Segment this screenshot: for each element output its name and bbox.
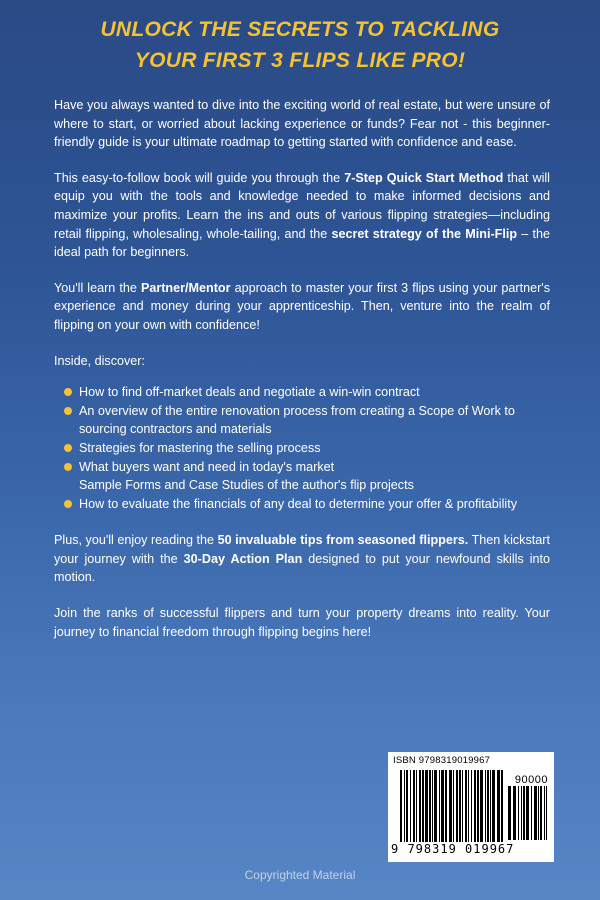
barcode-bar <box>485 770 486 842</box>
partner-text-1: You'll learn the <box>54 280 141 295</box>
barcode-bar <box>449 770 452 842</box>
tips-bold-2: 30-Day Action Plan <box>183 551 303 566</box>
barcode-bar <box>419 770 421 842</box>
barcode-bar <box>441 770 444 842</box>
bullet-dot-icon <box>64 407 72 415</box>
barcode-bar <box>406 770 408 842</box>
method-paragraph <box>54 169 550 262</box>
list-item-text: An overview of the entire renovation process from creating a Scope of Work to sourcing contractors and materials <box>79 403 515 437</box>
barcode-bar <box>459 770 461 842</box>
barcode-bar <box>501 770 503 842</box>
list-item-text: Strategies for mastering the selling process <box>79 440 321 455</box>
barcode-bar <box>400 770 402 842</box>
barcode-bar <box>432 770 433 842</box>
barcode-bar <box>508 786 511 840</box>
barcode-bar <box>413 770 415 842</box>
isbn-barcode <box>388 752 554 862</box>
back-cover-copy <box>54 96 550 658</box>
barcode-bar <box>425 770 428 842</box>
barcode-bar <box>544 786 545 840</box>
barcode-bar <box>429 770 431 842</box>
list-item <box>64 439 550 458</box>
barcode-bar <box>439 770 440 842</box>
barcode-bar <box>513 786 516 840</box>
barcode-bar <box>487 770 489 842</box>
method-text-3: – the ideal path for beginners. <box>54 226 550 260</box>
barcode-bar <box>477 770 479 842</box>
barcode-bar <box>480 770 483 842</box>
barcode-bars <box>400 770 504 842</box>
method-bold-1: 7-Step Quick Start Method <box>344 170 504 185</box>
barcode-bar <box>546 786 547 840</box>
barcode-bar <box>497 770 500 842</box>
intro-paragraph: Have you always wanted to dive into the exciting world of real estate, but were unsure of where to start, or worried about lacking experience or funds? Fear not - this beginner-friendly guide is your ultimate roadmap to getting started with confidence and ease. <box>54 98 550 150</box>
closing-paragraph: Join the ranks of successful flippers and turn your property dreams into reality. Your journey to financial freedom through flipping begins here! <box>54 606 550 639</box>
method-text-1: This easy-to-follow book will guide you through the <box>54 170 345 185</box>
tips-paragraph <box>54 531 550 587</box>
barcode-bar <box>534 786 537 840</box>
list-item <box>64 476 550 495</box>
method-bold-2: secret strategy of the Mini-Flip <box>331 226 518 241</box>
barcode-bar <box>456 770 458 842</box>
headline-line-2: YOUR FIRST 3 FLIPS LIKE PRO! <box>134 49 466 72</box>
barcode-bar <box>521 786 522 840</box>
partner-paragraph <box>54 279 550 335</box>
method-text-2: that will equip you with the tools and knowledge needed to make informed decisions and maximize your profits. Learn the ins and outs of various flipping strategies—including retail flipping, wholesaling, whole-tailing, and the <box>54 170 550 241</box>
barcode-bar <box>490 770 491 842</box>
barcode-bar <box>422 770 424 842</box>
bullet-dot-icon <box>64 444 72 452</box>
barcode-bar <box>492 770 495 842</box>
list-item <box>64 458 550 477</box>
barcode-bar <box>518 786 519 840</box>
barcode-bar <box>538 786 539 840</box>
barcode-bar <box>453 770 454 842</box>
barcode-bar <box>445 770 447 842</box>
barcode-bar <box>523 786 525 840</box>
list-item-text: How to evaluate the financials of any deal to determine your offer & profitability <box>79 496 517 511</box>
list-item-text: What buyers want and need in today's market <box>79 459 335 474</box>
partner-text-2: approach to master your first 3 flips using your partner's experience and money during your apprenticeship. Then, venture into the realm of flipping on your own with confidence! <box>54 280 550 332</box>
list-item <box>64 495 550 514</box>
barcode-bar <box>474 770 476 842</box>
barcode-bar <box>526 786 529 840</box>
barcode-bar <box>540 786 542 840</box>
addon-barcode-bars <box>508 786 548 840</box>
barcode-bar <box>434 770 437 842</box>
headline <box>0 14 600 76</box>
partner-bold-1: Partner/Mentor <box>140 280 231 295</box>
isbn-digits: 9 798319 019967 <box>391 842 515 856</box>
barcode-bar <box>410 770 411 842</box>
barcode-bar <box>471 770 472 842</box>
list-item-text: Sample Forms and Case Studies of the author's flip projects <box>79 478 414 493</box>
copyright-watermark: Copyrighted Material <box>244 868 356 882</box>
barcode-bar <box>465 770 467 842</box>
inside-heading: Inside, discover: <box>54 353 145 368</box>
list-item <box>64 383 550 402</box>
bullet-dot-icon <box>64 463 72 471</box>
list-item-text: How to find off-market deals and negotiate a win-win contract <box>79 385 420 400</box>
barcode-bar <box>468 770 469 842</box>
barcode-bar <box>416 770 417 842</box>
barcode-bar <box>404 770 405 842</box>
isbn-label: ISBN 9798319019967 <box>393 755 491 766</box>
tips-text-1: Plus, you'll enjoy reading the <box>54 533 218 548</box>
tips-text-3: designed to put your newfound skills into motion. <box>54 551 551 585</box>
headline-line-1: UNLOCK THE SECRETS TO TACKLING <box>100 18 500 41</box>
list-item <box>64 402 550 439</box>
feature-list <box>54 383 550 513</box>
tips-text-2: Then kickstart your journey with the <box>54 533 550 566</box>
tips-bold-1: 50 invaluable tips from seasoned flippers. <box>217 533 469 548</box>
barcode-bar <box>531 786 532 840</box>
price-code: 90000 <box>514 774 548 786</box>
bullet-dot-icon <box>64 388 72 396</box>
barcode-bar <box>462 770 463 842</box>
bullet-dot-icon <box>64 500 72 508</box>
